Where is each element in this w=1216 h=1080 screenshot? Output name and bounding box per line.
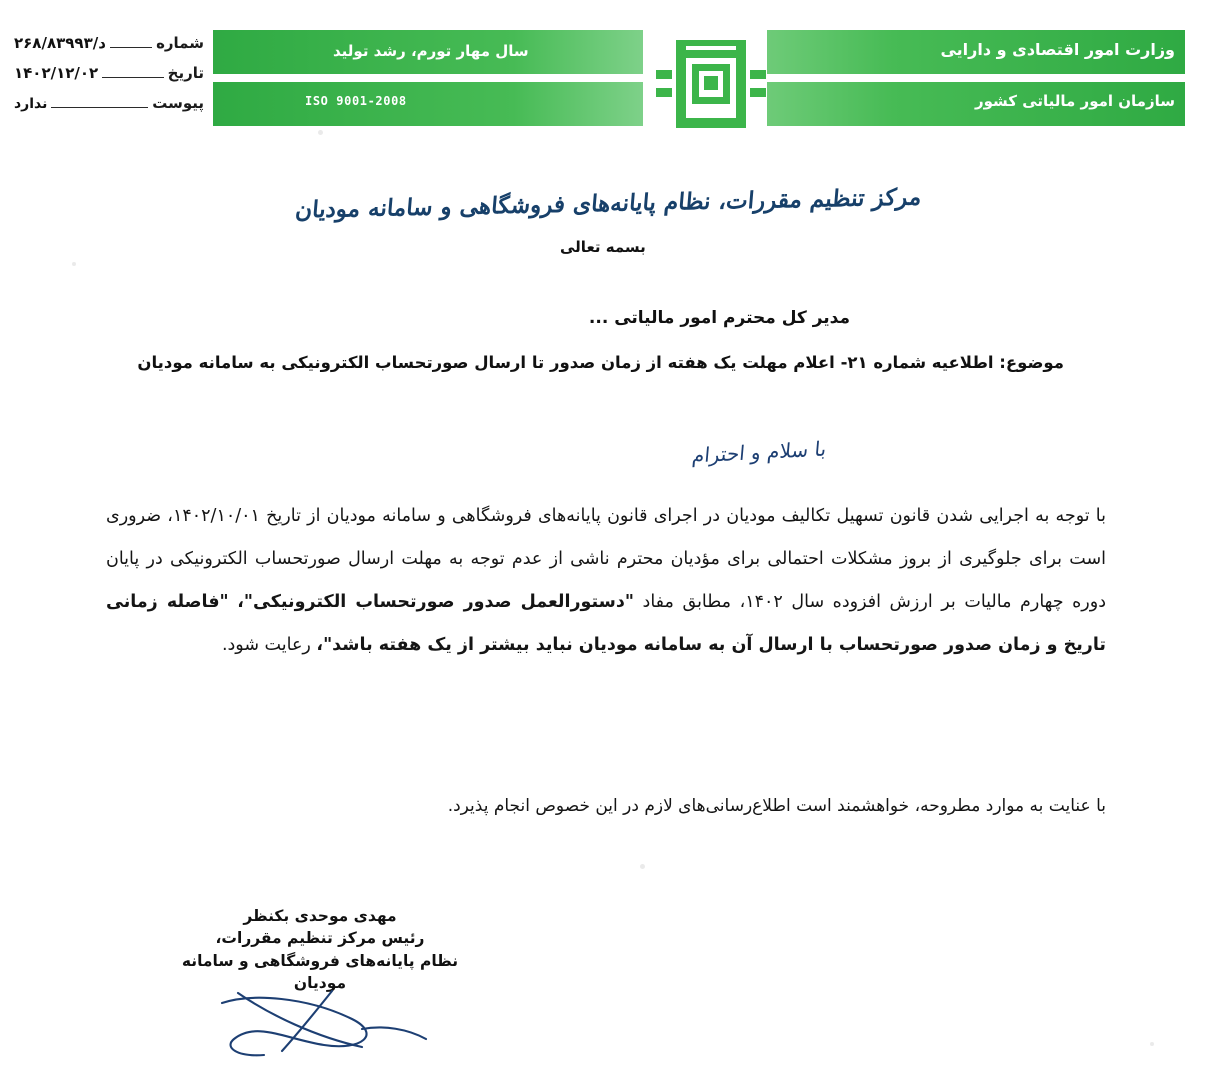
scan-speck bbox=[640, 864, 645, 869]
unit-title bbox=[0, 183, 1216, 224]
signer-role-line-1: رئیس مرکز تنظیم مقررات، bbox=[215, 929, 425, 948]
year-slogan: سال مهار تورم، رشد تولید bbox=[333, 42, 529, 60]
registration-date-value: ۱۴۰۲/۱۲/۰۲ bbox=[14, 64, 99, 82]
registration-row-attachment bbox=[14, 94, 204, 124]
registration-number-value: د/۲۶۸/۸۳۹۹۳ bbox=[14, 34, 106, 52]
signer-name: مهدی موحدی بکنظر bbox=[243, 907, 397, 925]
attachment-value: ندارد bbox=[14, 96, 48, 112]
signature-block bbox=[170, 905, 470, 995]
organization-name: سازمان امور مالیاتی کشور bbox=[974, 92, 1175, 110]
ministry-name: وزارت امور اقتصادی و دارایی bbox=[940, 40, 1175, 59]
unit-title-text: مرکز تنظیم مقررات، نظام پایانه‌های فروشگاهی و سامانه مودیان bbox=[293, 183, 923, 224]
signer-role-line-2: نظام پایانه‌های فروشگاهی و سامانه مودیان bbox=[181, 951, 459, 993]
handwritten-signature-mark bbox=[212, 985, 442, 1070]
registration-block bbox=[14, 34, 204, 124]
dotted-rule bbox=[51, 106, 148, 108]
registration-date-label: تاریخ bbox=[167, 64, 204, 82]
addressee-line: مدیر کل محترم امور مالیاتی ... bbox=[588, 308, 850, 328]
registration-row-date bbox=[14, 64, 204, 94]
body-paragraph-part1: با توجه به اجرایی شدن قانون تسهیل تکالیف مودیان در اجرای قانون پایانه‌های فروشگاهی و سامانه مودیان از تاریخ ۱۴۰۲/۱۰/۰۱، ضروری است برای جلوگیری از بروز مشکلات احتمالی برای مؤدیان محترم ناشی از عدم توجه به مهلت ارسال صورتحساب الکترونیکی در پایان دوره چهارم مالیات بر ارزش افزوده سال ۱۴۰۲، مطابق مفاد bbox=[106, 506, 1106, 612]
dotted-rule bbox=[102, 76, 163, 78]
letter-body bbox=[106, 495, 1106, 667]
letterhead bbox=[0, 26, 1216, 146]
registration-number-label: شماره bbox=[156, 34, 204, 52]
body-paragraph-end: رعایت شود. bbox=[221, 634, 311, 655]
basmalah: بسمه تعالی bbox=[560, 238, 646, 256]
handwritten-salutation: با سلام و احترام bbox=[690, 436, 827, 468]
iso-certificate-label: ISO 9001-2008 bbox=[305, 94, 407, 108]
registration-row-number bbox=[14, 34, 204, 64]
body-document-reference: "دستورالعمل صدور صورتحساب الکترونیکی"، bbox=[237, 591, 634, 612]
iran-tax-emblem-icon bbox=[656, 30, 766, 138]
banner-bar-bottom-left bbox=[213, 82, 643, 126]
subject-line: موضوع: اطلاعیه شماره ۲۱- اعلام مهلت یک هفته از زمان صدور تا ارسال صورتحساب الکترونیکی به سامانه مودیان bbox=[137, 353, 1064, 372]
letter-closing: با عنایت به موارد مطروحه، خواهشمند است اطلاع‌رسانی‌های لازم در این خصوص انجام پذیرد. bbox=[447, 796, 1106, 816]
scan-speck bbox=[318, 130, 323, 135]
body-quoted-rule: "فاصله زمانی تاریخ و زمان صدور صورتحساب با ارسال آن به سامانه مودیان نباید بیشتر از یک هفته باشد"، bbox=[106, 591, 1106, 655]
dotted-rule bbox=[110, 46, 152, 48]
scan-speck bbox=[72, 262, 76, 266]
scan-speck bbox=[1150, 1042, 1154, 1046]
letterhead-banner bbox=[213, 30, 1185, 138]
attachment-label: پیوست bbox=[152, 94, 204, 112]
